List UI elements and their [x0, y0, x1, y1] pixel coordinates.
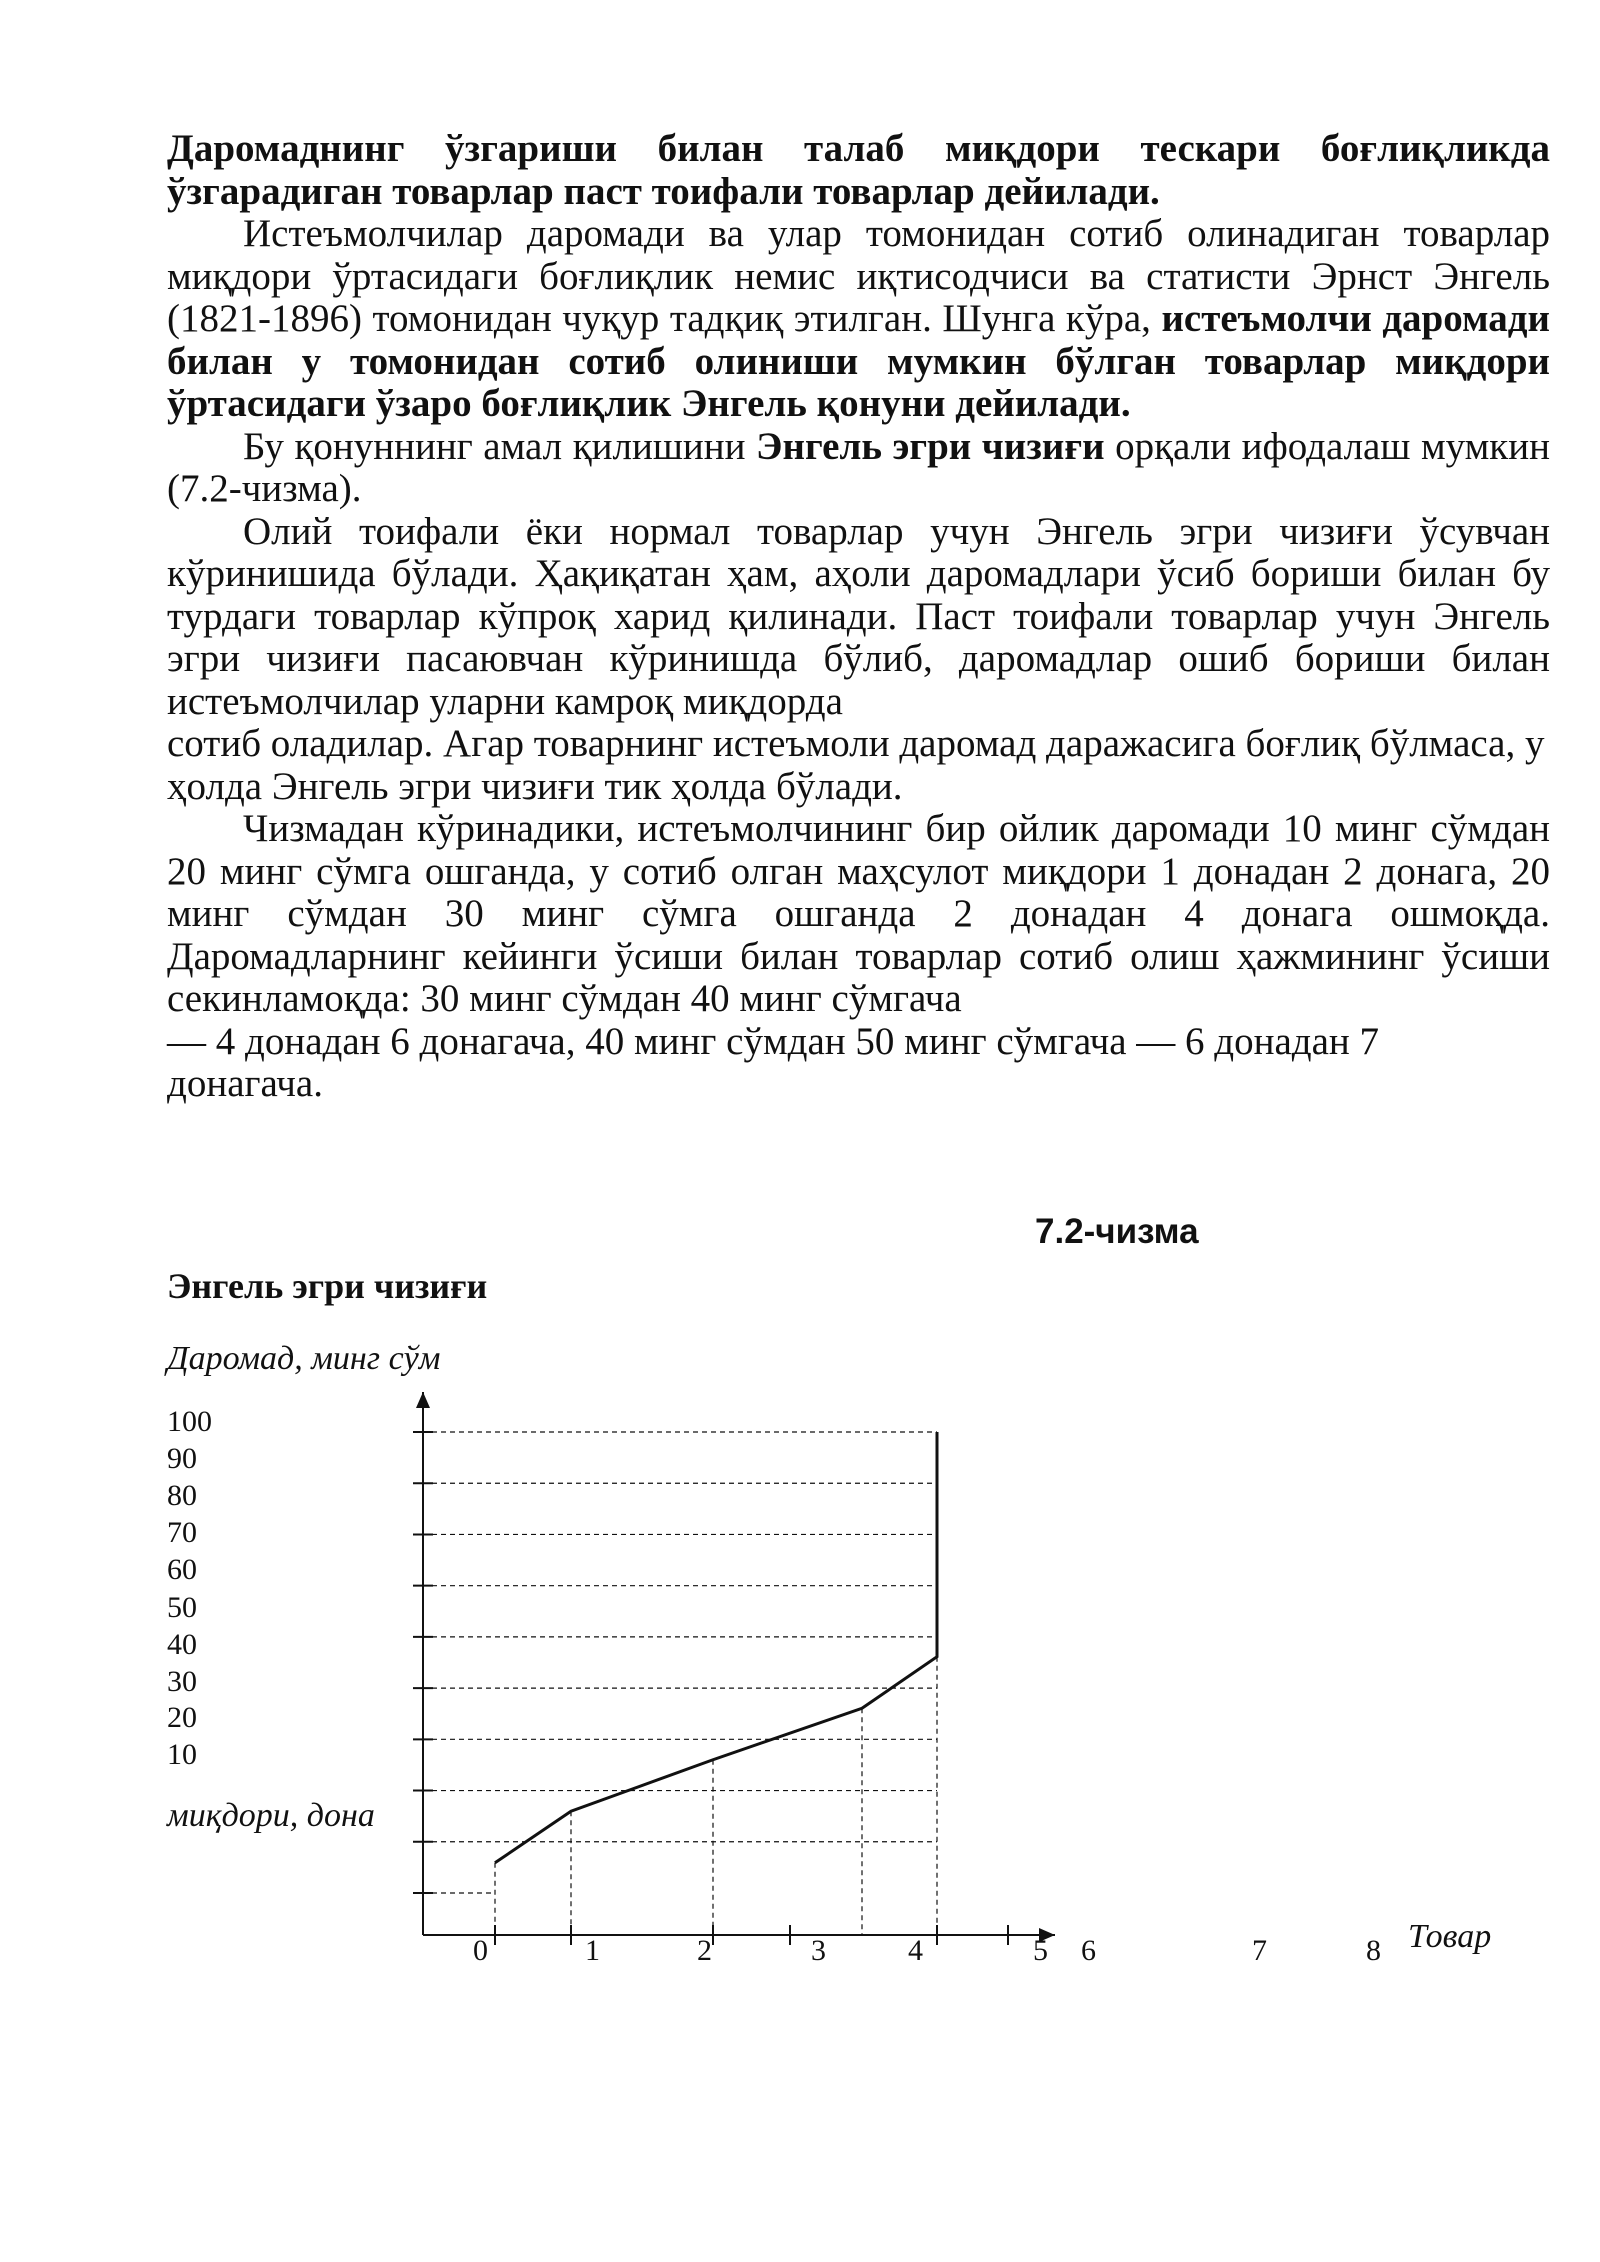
- x-tick-label: 4: [908, 1934, 923, 1967]
- x-tick-label: 5: [1033, 1934, 1048, 1967]
- y-tick-label: 70: [167, 1516, 197, 1549]
- figure-title: Энгель эгри чизиғи: [167, 1266, 488, 1306]
- x-tick-label: 6: [1081, 1934, 1096, 1967]
- x-tick-label: 8: [1366, 1934, 1381, 1967]
- engel-curve-line: [495, 1432, 937, 1863]
- paragraph-goods-types: Олий тоифали ёки нормал товарлар учун Энгель эгри чизиғи ўсувчан кўринишида бўлади. Ҳақиқатан ҳам, аҳоли даромадлари ўсиб бориши билан бу турдаги товарлар кўпроқ харид қилинади. Паст тоифали товарлар учун Энгель эгри чизиғи пасаювчан кўринишда бўлиб, даромадлар ошиб бориши билан истеъмолчилар уларни камроқ миқдорда: [167, 509, 1550, 723]
- y-axis-title: Даромад, минг сўм: [167, 1340, 441, 1377]
- y-tick-label: 50: [167, 1591, 197, 1624]
- y-tick-label: 20: [167, 1701, 197, 1734]
- y-tick-label: 80: [167, 1479, 197, 1512]
- x-axis-unit: Товар: [1408, 1918, 1492, 1955]
- y-axis-arrow: [416, 1392, 430, 1408]
- y-tick-label: 30: [167, 1665, 197, 1698]
- x-tick-label: 2: [697, 1934, 712, 1967]
- y-tick-label: 100: [167, 1405, 212, 1438]
- y-tick-label: 60: [167, 1553, 197, 1586]
- x-axis-title: миқдори, дона: [167, 1797, 375, 1834]
- engel-law-intro: Истеъмолчилар даромади ва улар томонидан сотиб олинадиган товарлар миқдори ўртасидаги боғлиқлик немис иқтисодчиси ва статисти Эрнст Энгель (1821-1896) томонидан чуқур тадқиқ этилган. Шунга кўра,: [167, 212, 1550, 340]
- curve-ref-term: Энгель эгри чизиғи: [756, 424, 1105, 468]
- paragraph-goods-types-cont: сотиб оладилар. Агар товарнинг истеъмоли даромад даражасига боғлиқ бўлмаса, у ҳолда Энгель эгри чизиғи тик ҳолда бўлади.: [167, 722, 1545, 808]
- paragraph-chart-reading-end: донагача.: [167, 1062, 323, 1105]
- y-tick-label: 90: [167, 1442, 197, 1475]
- paragraph-definition-inferior-goods: Даромаднинг ўзгариши билан талаб миқдори тескари боғлиқликда ўзгарадиган товарлар паст тоифали товарлар дейилади.: [167, 127, 1550, 213]
- engel-law-definition: истеъмолчи даромади билан у томонидан сотиб олиниши мумкин бўлган товарлар миқдори ўртасидаги ўзаро боғлиқлик Энгель қонуни дейилади.: [167, 297, 1551, 425]
- paragraph-chart-reading: Чизмадан кўринадики, истеъмолчининг бир ойлик даромади 10 минг сўмдан 20 минг сўмга ошганда, у сотиб олган маҳсулот миқдори 1 донадан 2 донага, 20 минг сўмдан 30 минг сўмга ошганда 2 донадан 4 донага ошмоқда. Даромадларнинг кейинги ўсиши билан товарлар сотиб олиш ҳажмининг ўсиши секинламоқда: 30 минг сўмдан 40 минг сўмгача: [167, 807, 1550, 1020]
- curve-ref-end: орқали ифодалаш мумкин (7.2-чизма).: [167, 424, 1550, 510]
- y-tick-label: 40: [167, 1628, 197, 1661]
- curve-ref-start: Бу қонуннинг амал қилишини: [243, 424, 757, 468]
- x-tick-label: 1: [585, 1934, 600, 1967]
- x-tick-label: 7: [1252, 1934, 1267, 1967]
- y-tick-label: 10: [167, 1738, 197, 1771]
- x-tick-label: 0: [473, 1934, 488, 1967]
- x-tick-label: 3: [811, 1934, 826, 1967]
- figure-caption: 7.2-чизма: [1035, 1212, 1199, 1251]
- paragraph-chart-reading-cont: — 4 донадан 6 донагача, 40 минг сўмдан 50 минг сўмгача — 6 донадан 7: [167, 1019, 1380, 1063]
